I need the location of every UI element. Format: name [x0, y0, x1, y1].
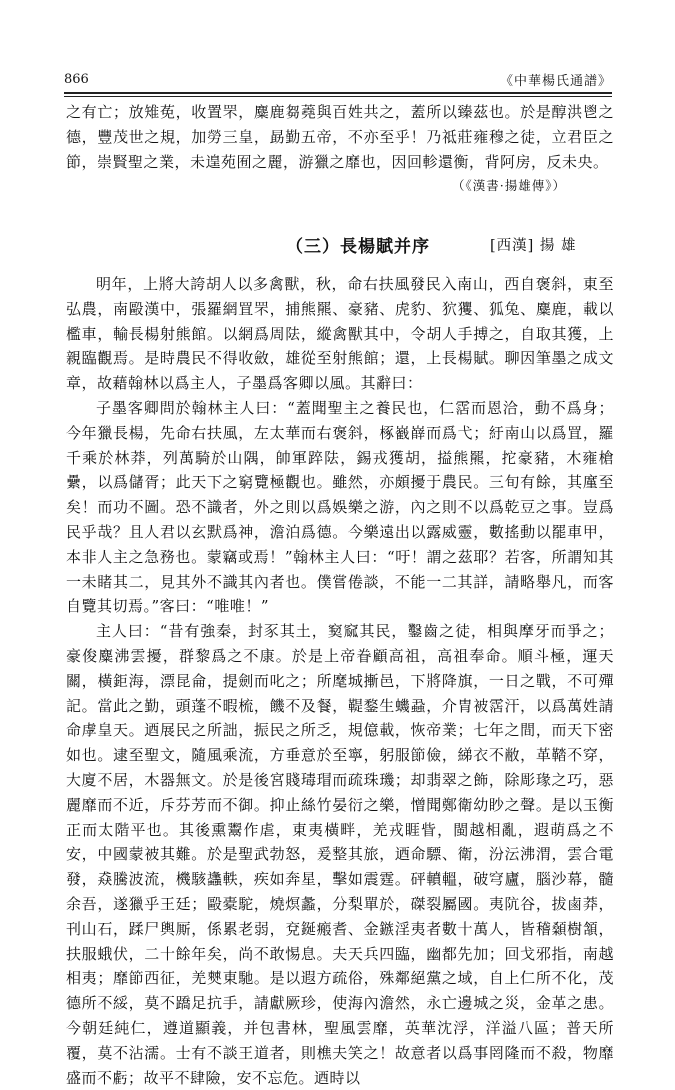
body-text-block [66, 272, 614, 1090]
source-citation: （《漢書·揚雄傳》） [452, 178, 566, 194]
body-paragraph-3: 主人曰：“昔有強秦，封豕其土，窫窳其民，鑿齒之徒，相與摩牙而爭之；豪俊麋沸雲擾，群黎爲之不康。於是上帝眷顧高祖，高祖奉命。順斗極，運天關，橫鉅海，漂昆侖，提劍而叱之；所麾城摲邑，下將降旗，一日之戰，不可殫記。當此之勤，頭蓬不暇梳，饑不及餐，鞮鍪生蟣蝨，介胄被霑汗，以爲萬姓請命虖皇天。迺展民之所詘，振民之所乏，規億載，恢帝業；七年之間，而天下密如也。逮至聖文，隨風乘流，方垂意於至寧，躬服節儉，綈衣不敝，革鞜不穿，大廈不居，木器無文。於是後宮賤瑇瑁而疏珠璣；却翡翠之飾，除彫瑑之巧，惡麗靡而不近，斥芬芳而不御。抑止絲竹晏衍之樂，憎聞鄭衛幼眇之聲。是以玉衡正而太階平也。其後熏鬻作虐，東夷橫畔，羌戎睚眥，閩越相亂，遐萌爲之不安，中國蒙被其難。於是聖武勃怒，爰整其旅，迺命驃、衛，汾沄沸渭，雲合電發，猋騰波流，機駭蠭軼，疾如奔星，擊如震霆。砰轒轀，破穹廬，腦沙幕，髓余吾，遂獵乎王廷；毆橐駝，燒熐蠡，分梨單於，磔裂屬國。夷阬谷，拔鹵莽，刊山石，蹂尸輿厮，係累老弱，兗鋋瘢耆、金鏃淫夷者數十萬人，皆稽顙樹頷，扶服蛾伏，二十餘年矣，尚不敢惕息。夫天兵四臨，幽都先加；回戈邪指，南越相夷；靡節西征，羌僰東馳。是以遐方疏俗，殊鄰絕黨之域，自上仁所不化，茂德所不綏，莫不蹻足抗手，請獻厥珍，使海內澹然，永亡邊城之災，金革之患。今朝廷純仁，遵道顯義，并包書林，聖風雲靡，英華沈浮，洋溢八區；普天所覆，莫不沾濡。士有不談王道者，則樵夫笑之！故意者以爲事罔隆而不殺，物靡盛而不虧；故平不肆險，安不忘危。迺時以 [66, 622, 614, 1087]
page-number: 866 [64, 72, 89, 87]
section-title: （三）長楊賦并序 [286, 237, 430, 257]
header-rule-thin [64, 96, 612, 97]
continued-text-block [66, 100, 614, 194]
continued-paragraph: 之有亡；放雉莬，收置罘，麋鹿芻蕘與百姓共之，蓋所以臻茲也。於是醇洪鬯之德，豐茂世之規，加勞三皇，勗勤五帝，不亦至乎！乃祗莊雍穆之徒，立君臣之節，崇賢聖之業，未遑苑囿之麗，游獵之靡也，因回軫還衡，背阿房，反未央。 [66, 103, 614, 171]
header-rule [64, 92, 612, 94]
section-heading [66, 232, 614, 258]
running-title: 《中華楊氏通譜》 [499, 74, 612, 89]
section-author: [西漢] 揚 雄 [490, 238, 577, 254]
body-paragraph-2: 子墨客卿問於翰林主人曰：“蓋聞聖主之養民也，仁霑而恩洽，動不爲身；今年獵長楊，先命右扶風，左太華而右褒斜，椓巀嶭而爲弋；紆南山以爲罝，羅千乘於林莽，列萬騎於山隅，帥軍踤阹，錫戎獲胡，搤熊羆，拕豪豬，木雍槍纍，以爲儲胥；此天下之窮覽極觀也。雖然，亦頗擾于農民。三旬有餘，其廑至矣！而功不圖。恐不識者，外之則以爲娛樂之游，內之則不以爲乾豆之事。豈爲民乎哉？且人君以玄默爲神，澹泊爲德。今樂遠出以露威靈，數搖動以罷車甲，本非人主之急務也。蒙竊或焉！”翰林主人曰：“吁！謂之茲耶？若客，所謂知其一未睹其二，見其外不識其內者也。僕嘗倦談，不能一二其詳，請略舉凡，而客自覽其切焉。”客曰：“唯唯！” [66, 398, 614, 616]
body-paragraph-1: 明年，上將大誇胡人以多禽獸，秋，命右扶風發民入南山，西自褒斜，東至弘農，南毆漢中，張羅網罝罘，捕熊羆、豪豬、虎豹、狖玃、狐兔、麋鹿，載以檻車，輸長楊射熊館。以網爲周阹，縱禽獸其中，令胡人手搏之，自取其獲，上親臨觀焉。是時農民不得收斂，雄從至射熊館；還，上長楊賦。聊因筆墨之成文章，故藉翰林以爲主人，子墨爲客卿以風。其辭曰： [66, 275, 614, 393]
